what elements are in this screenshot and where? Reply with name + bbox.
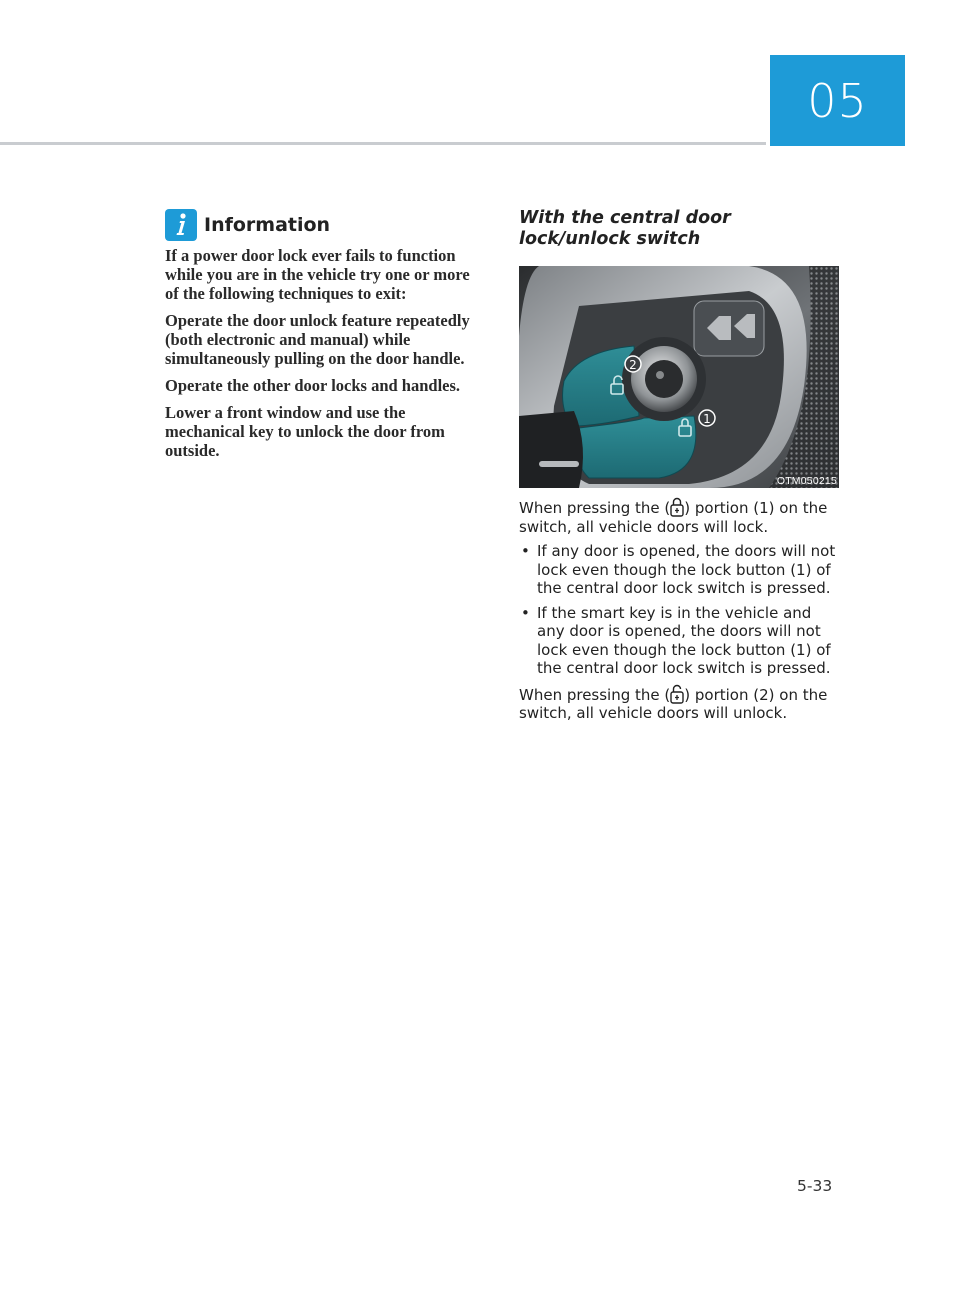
- unlock-icon: [670, 684, 684, 704]
- lock-text-before: When pressing the (: [519, 499, 671, 517]
- lock-text-after: ) portion (1) on the switch, all vehicle doors will lock.: [519, 499, 828, 536]
- list-item: [519, 604, 841, 678]
- image-code: OTM050215: [776, 475, 837, 487]
- bullet-list: [519, 542, 841, 678]
- page-number: 5-33: [797, 1177, 833, 1195]
- callout-2-label: 2: [629, 358, 637, 372]
- information-paragraph: Operate the door unlock feature repeatedly (both electronic and manual) while simultaneously pulling on the door handle.: [165, 311, 470, 368]
- lock-paragraph: [519, 497, 841, 536]
- chapter-number: 05: [807, 73, 868, 128]
- information-title: Information: [204, 214, 331, 236]
- unlock-text-after: ) portion (2) on the switch, all vehicle doors will unlock.: [519, 685, 828, 722]
- callout-1: [699, 410, 715, 426]
- bullet-text: If the smart key is in the vehicle and any door is opened, the doors will not lock even though the lock button (1) of the central door lock switch is pressed.: [537, 603, 831, 677]
- bullet-icon: •: [521, 603, 530, 622]
- section-title: With the central door lock/unlock switch: [519, 208, 731, 249]
- information-paragraph: If a power door lock ever fails to function while you are in the vehicle try one or more of the following techniques to exit:: [165, 246, 470, 303]
- information-paragraph: Lower a front window and use the mechanical key to unlock the door from outside.: [165, 403, 445, 460]
- unlock-paragraph: [519, 684, 841, 723]
- chapter-tab: [770, 55, 905, 146]
- bullet-icon: •: [521, 542, 530, 560]
- bullet-text: If any door is opened, the doors will not lock even though the lock button (1) of the central door lock switch is pressed.: [537, 542, 836, 597]
- door-switch-photo: [519, 266, 839, 488]
- central-lock-section: [519, 208, 841, 723]
- information-box: [165, 208, 483, 460]
- lock-icon: [670, 497, 684, 517]
- callout-2: [625, 356, 641, 372]
- header-rule: [0, 142, 766, 145]
- list-item: [519, 542, 841, 598]
- unlock-text-before: When pressing the (: [519, 685, 671, 704]
- info-icon: [165, 209, 197, 241]
- information-header: [165, 208, 483, 242]
- information-paragraph: Operate the other door locks and handles.: [165, 376, 461, 395]
- callout-1-label: 1: [703, 412, 711, 426]
